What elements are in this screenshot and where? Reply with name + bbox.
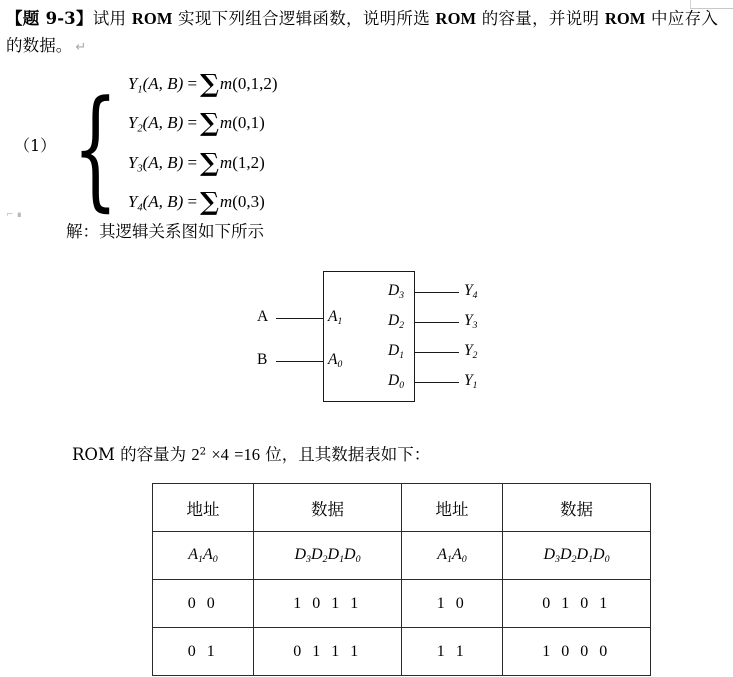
equation-args: (A, B) — [142, 192, 184, 212]
cell-data-0111: 0 1 1 1 — [254, 628, 402, 676]
equation-equals: = — [187, 113, 198, 133]
sym-sub: 1 — [447, 554, 452, 566]
output-y4-sub: 4 — [472, 290, 478, 302]
cell-address-11: 1 1 — [402, 628, 503, 676]
summation-icon: ∑ — [200, 147, 219, 177]
equation-lhs-name: Y — [127, 152, 138, 172]
output-y1-name: Y — [464, 372, 473, 389]
equation-equals: = — [187, 152, 198, 172]
pin-a0 — [328, 351, 342, 370]
rom-keyword-2: ROM — [435, 9, 477, 28]
output-y2-name: Y — [464, 342, 473, 359]
sym-name: D — [576, 545, 589, 563]
equation-group-index: （1） — [14, 136, 57, 156]
pin-d2-name: D — [388, 312, 400, 329]
rom-keyword-3: ROM — [604, 9, 646, 28]
output-y1-sub: 1 — [472, 380, 478, 392]
pin-d1-sub: 1 — [399, 350, 404, 362]
output-wire-y1 — [415, 382, 459, 383]
pin-d3 — [388, 282, 404, 301]
equation-fn: m — [219, 192, 233, 212]
output-wire-y2 — [415, 352, 459, 353]
rom-data-table — [152, 483, 651, 676]
sym-sub: 2 — [322, 554, 328, 566]
pin-a1-name: A — [328, 308, 338, 325]
header-data-1: 数据 — [254, 484, 402, 532]
header-address-2: 地址 — [402, 484, 503, 532]
input-label-b: B — [257, 351, 268, 368]
equation-lhs-sub: 2 — [137, 123, 143, 135]
capacity-times-icon: × — [211, 445, 221, 464]
pin-d0-sub: 0 — [399, 380, 404, 392]
summation-icon: ∑ — [200, 108, 219, 138]
pin-d3-name: D — [388, 282, 400, 299]
paragraph-mark-icon: ↵ — [75, 40, 87, 55]
capacity-base: 2 — [191, 445, 200, 464]
output-label-y3 — [464, 312, 477, 331]
pin-d3-sub: 3 — [399, 290, 404, 302]
equation-lhs-name: Y — [127, 113, 138, 133]
summation-icon: ∑ — [200, 187, 219, 217]
equation-row — [128, 66, 278, 105]
sym-name: A — [203, 545, 213, 563]
header-data-2: 数据 — [503, 484, 651, 532]
sym-sub: 2 — [571, 554, 577, 566]
equation-args: (A, B) — [142, 113, 184, 133]
problem-text-1: 试用 — [92, 9, 132, 28]
problem-tag: 【题 9-3】 — [6, 9, 93, 28]
equation-equals: = — [187, 74, 198, 93]
sym-name: D — [344, 545, 356, 563]
output-wire-y4 — [415, 292, 459, 293]
sym-sub: 0 — [461, 554, 467, 566]
equation-args: (A, B) — [142, 152, 184, 172]
equation-minterms: (0,1) — [232, 113, 265, 133]
pin-d1 — [388, 342, 404, 361]
sym-name: A — [188, 545, 199, 563]
table-subheader-row — [153, 532, 651, 580]
output-wire-y3 — [415, 322, 459, 323]
sym-name: D — [559, 545, 572, 563]
subheader-address-2 — [402, 532, 503, 580]
equation-lhs-sub: 3 — [137, 163, 143, 175]
input-label-a: A — [257, 308, 269, 325]
problem-text-2: 实现下列组合逻辑函数，说明所选 — [172, 9, 436, 28]
solution-line: 解：其逻辑关系图如下所示 — [66, 222, 264, 241]
pin-a0-sub: 0 — [337, 359, 343, 371]
capacity-equals: = — [234, 445, 244, 464]
equation-fn: m — [219, 74, 233, 93]
equation-minterms: (0,1,2) — [232, 74, 278, 93]
rom-capacity-line — [72, 441, 430, 465]
problem-statement — [6, 5, 718, 61]
sym-sub: 3 — [555, 554, 560, 566]
equation-row — [128, 105, 278, 144]
table-header-row — [153, 484, 651, 532]
equation-lhs-sub: 4 — [137, 202, 143, 214]
equation-group: （1） { $Y_1(A$, B) = ∑m(0,1,2) $Y_2(A$, B) = ∑m(0,1) $Y_3(A$, B) = ∑m(1,2) $Y_4(A$, B) = ∑m(0,3) — [14, 66, 278, 223]
capacity-words: 4 — [220, 445, 229, 464]
equation-row — [128, 145, 278, 184]
equation-lhs-sub: 1 — [137, 84, 143, 96]
pin-d1-name: D — [388, 342, 400, 359]
pin-d2-sub: 2 — [399, 320, 404, 332]
input-wire-a1 — [276, 318, 323, 319]
sym-name: D — [543, 545, 556, 563]
sym-sub: 1 — [339, 554, 345, 566]
output-y3-sub: 3 — [472, 320, 478, 332]
subheader-address-1 — [153, 532, 254, 580]
rom-block-diagram — [240, 262, 500, 412]
table-row — [153, 628, 651, 676]
pin-d0 — [388, 372, 404, 391]
pin-a0-name: A — [328, 351, 338, 368]
capacity-suffix: 且其数据表如下： — [298, 445, 431, 464]
capacity-unit: 位， — [259, 445, 299, 464]
rom-keyword-1: ROM — [131, 9, 173, 28]
summation-icon: ∑ — [200, 69, 219, 98]
pin-a1-sub: 1 — [337, 316, 343, 328]
sym-name: A — [437, 545, 448, 563]
subheader-data-1 — [254, 532, 402, 580]
output-label-y1 — [464, 372, 477, 391]
cell-address-10: 1 0 — [402, 580, 503, 628]
output-y2-sub: 2 — [472, 350, 478, 362]
capacity-exponent: 2 — [199, 446, 207, 458]
sym-name: D — [327, 545, 340, 563]
equation-minterms: (1,2) — [232, 152, 265, 172]
sym-name: A — [452, 545, 462, 563]
equation-lhs-name: Y — [127, 192, 138, 212]
sym-sub: 0 — [212, 554, 218, 566]
cell-address-01: 0 1 — [153, 628, 254, 676]
stray-editing-mark-icon: ⌐ ∎ — [6, 210, 23, 220]
sym-name: D — [310, 545, 323, 563]
output-y3-name: Y — [464, 312, 473, 329]
sym-name: D — [294, 545, 307, 563]
table-row — [153, 580, 651, 628]
cell-data-1000: 1 0 0 0 — [503, 628, 651, 676]
subheader-data-2 — [503, 532, 651, 580]
output-label-y2 — [464, 342, 477, 361]
pin-a1 — [328, 308, 342, 327]
pin-d0-name: D — [388, 372, 400, 389]
sym-sub: 1 — [198, 554, 203, 566]
capacity-prefix: ROM 的容量为 — [72, 445, 192, 464]
equation-minterms: (0,3) — [232, 192, 265, 212]
capacity-total: 16 — [243, 445, 260, 464]
sym-sub: 1 — [588, 554, 594, 566]
cell-address-00: 0 0 — [153, 580, 254, 628]
cell-data-1011: 1 0 1 1 — [254, 580, 402, 628]
page-edge-artifact — [690, 0, 733, 9]
equation-fn: m — [219, 152, 233, 172]
sym-name: D — [593, 545, 605, 563]
sym-sub: 0 — [355, 554, 361, 566]
problem-text-4: 中应存入的数据。 — [6, 9, 719, 55]
equation-fn: m — [219, 113, 233, 133]
pin-d2 — [388, 312, 404, 331]
equation-list — [128, 66, 278, 223]
output-label-y4 — [464, 282, 477, 301]
output-y4-name: Y — [464, 282, 473, 299]
problem-text-3: 的容量，并说明 — [476, 9, 605, 28]
sym-sub: 3 — [306, 554, 311, 566]
equation-args: (A, B) — [142, 74, 184, 93]
header-address-1: 地址 — [153, 484, 254, 532]
cell-data-0101: 0 1 0 1 — [503, 580, 651, 628]
equation-equals: = — [187, 192, 198, 212]
input-wire-a0 — [276, 361, 323, 362]
sym-sub: 0 — [604, 554, 610, 566]
equation-lhs-name: Y — [127, 74, 138, 93]
